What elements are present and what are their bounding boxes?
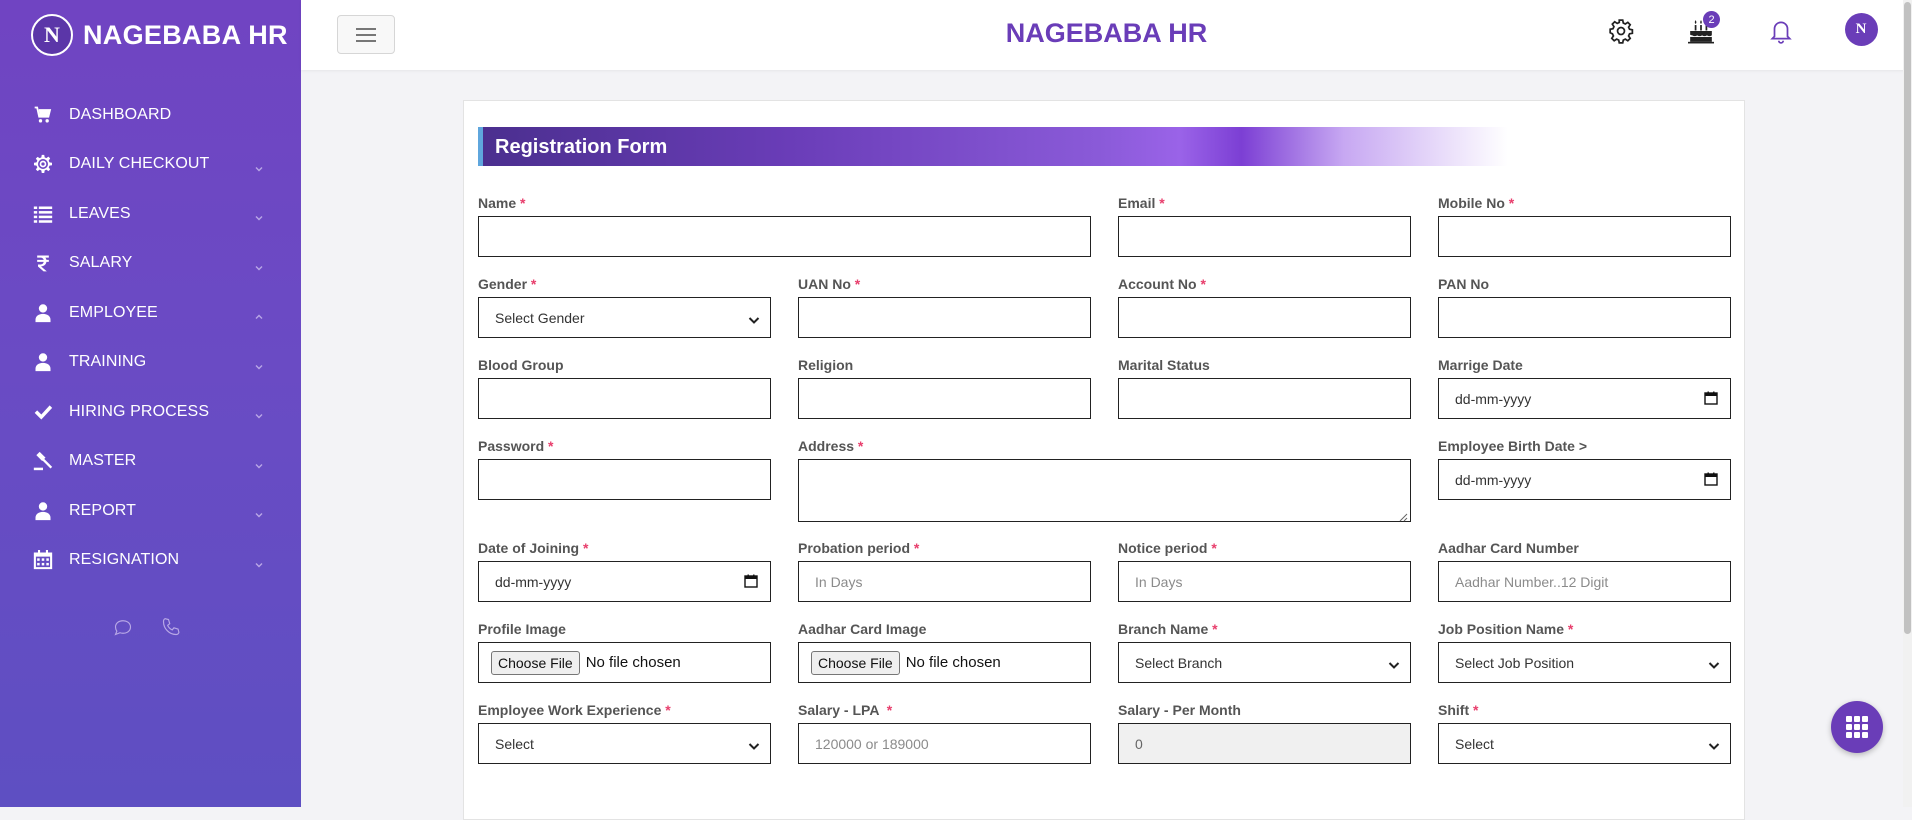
label-text: PAN No — [1438, 276, 1490, 292]
label-text: Aadhar Card Image — [798, 621, 927, 637]
sidebar-extras — [113, 617, 181, 642]
aadhar-image-input[interactable] — [798, 642, 1091, 683]
page-scrollbar[interactable] — [1903, 0, 1912, 807]
rupee-icon — [32, 252, 54, 274]
chevron-down-icon — [255, 457, 263, 465]
avatar — [1845, 13, 1878, 46]
aadhar-image-label — [798, 619, 1091, 639]
label-text: Email — [1118, 195, 1156, 211]
label-text: Password — [478, 438, 545, 454]
calendar-icon[interactable] — [1704, 472, 1718, 486]
chevron-down-icon — [255, 407, 263, 415]
settings-button[interactable] — [1604, 14, 1638, 48]
gender-label — [478, 274, 771, 294]
user-icon — [32, 500, 54, 522]
required-mark: * — [1211, 540, 1217, 556]
label-text: Employee Birth Date > — [1438, 438, 1587, 454]
sidebar-item-label: HIRING PROCESS — [69, 402, 210, 420]
profile-image-field — [478, 619, 771, 683]
chevron-down-icon — [1708, 658, 1720, 670]
chevron-down-icon — [1388, 658, 1400, 670]
avatar-letter: N — [1855, 20, 1867, 37]
label-text: Name — [478, 195, 517, 211]
required-mark: * — [1212, 621, 1218, 637]
required-mark: * — [520, 195, 526, 211]
select-value: Select Branch — [1135, 654, 1223, 671]
name-label — [478, 193, 1091, 213]
sidebar-item-resignation[interactable] — [0, 536, 301, 586]
job-position-select[interactable] — [1438, 642, 1731, 683]
sidebar-item-label: SALARY — [69, 254, 133, 272]
salary-lpa-input[interactable] — [798, 723, 1091, 764]
label-text: Account No — [1118, 276, 1197, 292]
required-mark: * — [548, 438, 554, 454]
blood-group-label — [478, 355, 771, 375]
birthday-count-badge: 2 — [1703, 11, 1720, 28]
pan-field — [1438, 274, 1731, 338]
salary-lpa-label — [798, 700, 1091, 720]
chevron-down-icon — [255, 556, 263, 564]
chevron-down-icon — [748, 313, 760, 325]
chevron-down-icon — [255, 506, 263, 514]
name-input[interactable] — [478, 216, 1091, 257]
select-value: Select — [1455, 735, 1494, 752]
form-title: Registration Form — [495, 136, 668, 158]
job-position-label — [1438, 619, 1731, 639]
sidebar-item-hiring-process[interactable] — [0, 387, 301, 437]
gear-icon — [1608, 18, 1634, 44]
grid-icon — [1845, 715, 1869, 739]
readonly-value: 0 — [1135, 735, 1143, 752]
sidebar-item-label: DAILY CHECKOUT — [69, 155, 210, 173]
email-field — [1118, 193, 1411, 257]
label-text: Employee Work Experience — [478, 702, 662, 718]
blood-group-input[interactable] — [478, 378, 771, 419]
registration-card — [463, 100, 1745, 820]
label-text: Shift — [1438, 702, 1470, 718]
aadhar-number-label — [1438, 538, 1731, 558]
sidebar-item-dashboard[interactable] — [0, 90, 301, 140]
input-placeholder: In Days — [815, 573, 863, 590]
password-label — [478, 436, 771, 456]
name-field — [478, 193, 1091, 257]
pan-input[interactable] — [1438, 297, 1731, 338]
label-text: Salary - LPA — [798, 702, 883, 718]
probation-label — [798, 538, 1091, 558]
label-text: Religion — [798, 357, 854, 373]
account-field — [1118, 274, 1411, 338]
brand[interactable] — [31, 12, 288, 58]
religion-input[interactable] — [798, 378, 1091, 419]
label-text: Profile Image — [478, 621, 566, 637]
choose-file-button[interactable]: Choose File — [491, 651, 580, 675]
form-header — [478, 127, 1508, 166]
chevron-down-icon — [255, 209, 263, 217]
blood-group-field — [478, 355, 771, 419]
sidebar-item-training[interactable] — [0, 338, 301, 388]
email-input[interactable] — [1118, 216, 1411, 257]
notice-input[interactable] — [1118, 561, 1411, 602]
user-icon — [32, 351, 54, 373]
sidebar-item-label: DASHBOARD — [69, 105, 172, 123]
label-text: Marrige Date — [1438, 357, 1523, 373]
choose-file-button[interactable]: Choose File — [811, 651, 900, 675]
required-mark: * — [1567, 621, 1574, 637]
scrollbar-thumb[interactable] — [1904, 2, 1911, 634]
religion-field — [798, 355, 1091, 419]
branch-label — [1118, 619, 1411, 639]
required-mark: * — [665, 702, 671, 718]
logo-letter: N — [44, 22, 60, 47]
required-mark: * — [913, 540, 920, 556]
branch-select[interactable] — [1118, 642, 1411, 683]
required-mark: * — [583, 540, 589, 556]
required-mark: * — [1473, 702, 1479, 718]
chat-icon[interactable] — [113, 617, 133, 642]
label-text: Mobile No — [1438, 195, 1505, 211]
pan-label — [1438, 274, 1731, 294]
phone-icon[interactable] — [161, 617, 181, 642]
chevron-down-icon — [255, 259, 263, 267]
sidebar-item-label: MASTER — [69, 452, 137, 470]
cart-icon — [32, 104, 54, 126]
address-field — [798, 436, 1411, 522]
marital-status-label — [1118, 355, 1411, 375]
label-text: Address — [798, 438, 855, 454]
required-mark: * — [854, 276, 861, 292]
select-value: Select — [495, 735, 534, 752]
sidebar-nav — [0, 90, 301, 585]
date-placeholder: dd-mm-yyyy — [1455, 390, 1532, 407]
email-label — [1118, 193, 1411, 213]
date-placeholder: dd-mm-yyyy — [495, 573, 572, 590]
label-text: Notice period — [1118, 540, 1208, 556]
sidebar-item-label: LEAVES — [69, 204, 131, 222]
experience-field — [478, 700, 771, 764]
experience-label — [478, 700, 771, 720]
chevron-down-icon — [255, 358, 263, 366]
birth-date-label — [1438, 436, 1731, 456]
salary-month-field — [1118, 700, 1411, 764]
salary-month-label — [1118, 700, 1411, 720]
list-icon — [32, 203, 54, 225]
resize-handle[interactable] — [1398, 509, 1408, 519]
bell-icon — [1768, 18, 1794, 44]
joining-date-label — [478, 538, 771, 558]
birthday-button[interactable] — [1684, 14, 1718, 48]
gavel-icon — [32, 450, 54, 472]
branch-field — [1118, 619, 1411, 683]
notice-label — [1118, 538, 1411, 558]
uan-input[interactable] — [798, 297, 1091, 338]
sidebar-item-employee[interactable] — [0, 288, 301, 338]
chevron-up-icon — [255, 308, 263, 316]
required-mark: * — [1508, 195, 1515, 211]
gender-field — [478, 274, 771, 338]
notice-field — [1118, 538, 1411, 602]
label-text: UAN No — [798, 276, 851, 292]
marriage-date-input[interactable] — [1438, 378, 1731, 419]
job-position-field — [1438, 619, 1731, 683]
joining-date-field — [478, 538, 771, 602]
account-label — [1118, 274, 1411, 294]
label-text: Job Position Name — [1438, 621, 1565, 637]
mobile-field — [1438, 193, 1731, 257]
probation-field — [798, 538, 1091, 602]
calendar-icon[interactable] — [744, 574, 758, 588]
uan-label — [798, 274, 1091, 294]
label-text: Date of Joining — [478, 540, 580, 556]
profile-image-input[interactable] — [478, 642, 771, 683]
experience-select[interactable] — [478, 723, 771, 764]
required-mark: * — [1159, 195, 1165, 211]
address-textarea[interactable] — [798, 459, 1411, 522]
chevron-down-icon — [255, 160, 263, 168]
probation-input[interactable] — [798, 561, 1091, 602]
sidebar-item-leaves[interactable] — [0, 189, 301, 239]
notifications-button[interactable] — [1764, 14, 1798, 48]
marital-status-input[interactable] — [1118, 378, 1411, 419]
mobile-input[interactable] — [1438, 216, 1731, 257]
calendar-icon — [32, 549, 54, 571]
shift-select[interactable] — [1438, 723, 1731, 764]
password-field — [478, 436, 771, 500]
mobile-label — [1438, 193, 1731, 213]
marriage-date-label — [1438, 355, 1731, 375]
gender-select[interactable] — [478, 297, 771, 338]
file-status: No file chosen — [585, 654, 681, 671]
input-placeholder: In Days — [1135, 573, 1183, 590]
input-placeholder: 120000 or 189000 — [815, 735, 929, 752]
label-text: Gender — [478, 276, 528, 292]
salary-lpa-field — [798, 700, 1091, 764]
aadhar-number-field — [1438, 538, 1731, 602]
birth-date-field — [1438, 436, 1731, 500]
label-text: Blood Group — [478, 357, 564, 373]
user-icon — [32, 302, 54, 324]
sidebar-item-label: REPORT — [69, 501, 136, 519]
aadhar-number-input[interactable] — [1438, 561, 1731, 602]
required-mark: * — [530, 276, 537, 292]
header-title: NAGEBABA HR — [1005, 18, 1208, 48]
label-text: Probation period — [798, 540, 910, 556]
aadhar-image-field — [798, 619, 1091, 683]
sidebar-item-salary[interactable] — [0, 239, 301, 289]
joining-date-input[interactable] — [478, 561, 771, 602]
marital-status-field — [1118, 355, 1411, 419]
file-status: No file chosen — [905, 654, 1001, 671]
salary-month-input — [1118, 723, 1411, 764]
birth-date-input[interactable] — [1438, 459, 1731, 500]
uan-field — [798, 274, 1091, 338]
brand-name: NAGEBABA HR — [83, 19, 288, 50]
sidebar-item-report[interactable] — [0, 486, 301, 536]
password-input[interactable] — [478, 459, 771, 500]
sidebar-item-label: RESIGNATION — [69, 551, 180, 569]
apps-fab-button[interactable] — [1831, 701, 1883, 753]
marriage-date-field — [1438, 355, 1731, 419]
religion-label — [798, 355, 1091, 375]
input-placeholder: Aadhar Number..12 Digit — [1455, 573, 1609, 590]
sidebar-item-label: TRAINING — [69, 353, 147, 371]
check-icon — [32, 401, 54, 423]
required-mark: * — [1200, 276, 1206, 292]
label-text: Aadhar Card Number — [1438, 540, 1579, 556]
account-input[interactable] — [1118, 297, 1411, 338]
shift-field — [1438, 700, 1731, 764]
sidebar-item-daily-checkout[interactable] — [0, 140, 301, 190]
required-mark: * — [857, 438, 864, 454]
calendar-icon[interactable] — [1704, 391, 1718, 405]
select-value: Select Job Position — [1455, 654, 1575, 671]
profile-image-label — [478, 619, 771, 639]
gear-icon — [32, 153, 54, 175]
sidebar — [0, 0, 301, 807]
required-mark: * — [886, 702, 893, 718]
topbar — [301, 0, 1912, 70]
sidebar-item-label: EMPLOYEE — [69, 303, 158, 321]
date-placeholder: dd-mm-yyyy — [1455, 471, 1532, 488]
brand-logo — [31, 14, 73, 56]
label-text: Marital Status — [1118, 357, 1210, 373]
label-text: Salary - Per Month — [1118, 702, 1241, 718]
label-text: Branch Name — [1118, 621, 1209, 637]
address-label — [798, 436, 1411, 456]
chevron-down-icon — [1708, 739, 1720, 751]
select-value: Select Gender — [495, 309, 585, 326]
user-avatar-button[interactable] — [1844, 12, 1878, 46]
chevron-down-icon — [748, 739, 760, 751]
shift-label — [1438, 700, 1731, 720]
sidebar-item-master[interactable] — [0, 437, 301, 487]
